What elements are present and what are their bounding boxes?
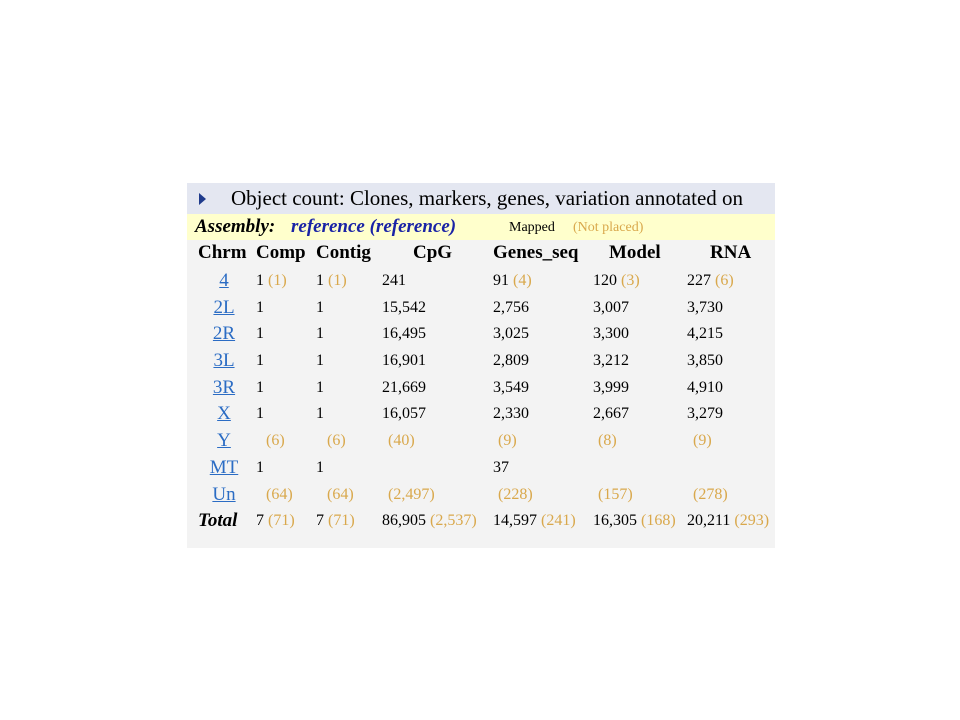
cell-model-mapped: 120 — [593, 272, 617, 289]
cell-genes-mapped: 37 — [493, 458, 509, 476]
cell-cpg — [382, 405, 426, 423]
table-row — [187, 455, 775, 482]
assembly-bar — [187, 214, 775, 240]
column-header-cpg: CpG — [413, 242, 453, 263]
cell-rna — [687, 325, 723, 343]
cell-genes-mapped: 2,330 — [493, 405, 529, 423]
cell-genes — [493, 512, 576, 530]
cell-model — [593, 299, 629, 317]
column-header-rna: RNA — [710, 242, 752, 263]
chromosome-link[interactable]: Y — [217, 430, 231, 452]
table-row — [187, 321, 775, 348]
cell-genes — [493, 325, 529, 343]
cell-comp-mapped: 1 — [256, 378, 264, 396]
cell-model-mapped: 3,300 — [593, 325, 629, 343]
assembly-label: Assembly: — [195, 216, 276, 237]
cell-genes-mapped: 14,597 — [493, 512, 537, 530]
cell-rna — [687, 405, 723, 423]
cell-rna-mapped: 3,730 — [687, 298, 723, 316]
cell-cpg — [388, 432, 415, 450]
cell-contig-mapped: 1 — [316, 272, 324, 289]
cell-contig — [316, 405, 324, 423]
cell-cpg — [382, 512, 477, 530]
cell-cpg — [382, 352, 426, 370]
cell-contig — [316, 299, 324, 317]
cell-model — [598, 432, 617, 450]
cell-comp-mapped: 1 — [256, 458, 264, 476]
cell-rna-mapped: 3,850 — [687, 352, 723, 370]
cell-contig — [316, 459, 324, 477]
table-row — [187, 348, 775, 375]
column-header-contig: Contig — [316, 242, 371, 263]
cell-model — [593, 352, 629, 370]
cell-comp — [266, 432, 285, 450]
cell-model — [593, 325, 629, 343]
cell-genes — [498, 432, 517, 450]
cell-contig — [316, 379, 324, 397]
cell-comp — [256, 299, 264, 317]
cell-model-mapped: 3,007 — [593, 298, 629, 316]
chromosome-link[interactable]: 3L — [213, 350, 235, 372]
cell-cpg-not-placed: (2,497) — [388, 485, 435, 503]
cell-genes-not-placed: (241) — [541, 512, 576, 530]
cell-cpg-not-placed: (40) — [388, 432, 415, 450]
cell-cpg — [382, 299, 426, 317]
cell-contig — [327, 432, 346, 450]
cell-contig-mapped: 1 — [316, 325, 324, 343]
cell-comp-mapped: 1 — [256, 298, 264, 316]
total-row — [187, 508, 775, 535]
cell-contig — [316, 325, 324, 343]
cell-genes — [493, 379, 529, 397]
cell-model-mapped: 3,999 — [593, 378, 629, 396]
table-header — [187, 240, 775, 268]
cell-genes — [493, 352, 529, 370]
cell-comp-mapped: 1 — [256, 272, 264, 289]
cell-genes-not-placed: (4) — [513, 272, 532, 289]
cell-comp-not-placed: (64) — [266, 485, 293, 503]
cell-contig-mapped: 1 — [316, 378, 324, 396]
table-row — [187, 401, 775, 428]
cell-rna — [687, 299, 723, 317]
table-body — [187, 268, 775, 535]
cell-cpg-mapped: 16,495 — [382, 325, 426, 343]
cell-cpg — [382, 272, 406, 290]
legend-mapped: Mapped — [509, 220, 555, 235]
cell-rna — [693, 486, 728, 504]
cell-contig-mapped: 1 — [316, 352, 324, 370]
cell-comp — [256, 459, 264, 477]
cell-contig-mapped: 1 — [316, 298, 324, 316]
cell-model — [593, 272, 640, 290]
cell-cpg-mapped: 16,901 — [382, 352, 426, 370]
cell-genes-not-placed: (228) — [498, 485, 533, 503]
column-header-chrm: Chrm — [198, 242, 247, 263]
cell-contig-not-placed: (1) — [328, 272, 347, 289]
cell-rna — [687, 272, 734, 290]
cell-contig-mapped: 1 — [316, 458, 324, 476]
cell-cpg-mapped: 86,905 — [382, 512, 426, 530]
cell-comp-mapped: 1 — [256, 405, 264, 423]
cell-comp — [256, 325, 264, 343]
cell-contig-not-placed: (64) — [327, 485, 354, 503]
cell-contig — [316, 512, 355, 530]
cell-rna-not-placed: (9) — [693, 432, 712, 450]
cell-contig — [327, 486, 354, 504]
cell-genes-not-placed: (9) — [498, 432, 517, 450]
cell-model-not-placed: (168) — [641, 512, 676, 530]
chromosome-link[interactable]: MT — [209, 456, 239, 478]
cell-cpg — [388, 486, 435, 504]
cell-contig-not-placed: (6) — [327, 432, 346, 450]
cell-comp — [256, 352, 264, 370]
cell-model-not-placed: (8) — [598, 432, 617, 450]
table-row — [187, 428, 775, 455]
cell-genes-mapped: 2,809 — [493, 352, 529, 370]
cell-comp-not-placed: (6) — [266, 432, 285, 450]
cell-cpg-mapped: 15,542 — [382, 298, 426, 316]
cell-model-mapped: 2,667 — [593, 405, 629, 423]
panel-title: Object count: Clones, markers, genes, variation annotated on — [231, 186, 744, 210]
cell-contig-mapped: 7 — [316, 512, 324, 530]
cell-rna — [693, 432, 712, 450]
total-label: Total — [198, 510, 238, 532]
cell-contig — [316, 352, 324, 370]
cell-rna — [687, 512, 769, 530]
chromosome-link[interactable]: Un — [212, 483, 236, 505]
legend-not-placed: (Not placed) — [573, 220, 644, 235]
cell-rna-not-placed: (293) — [734, 512, 770, 530]
column-header-model: Model — [609, 242, 661, 263]
cell-genes — [493, 405, 529, 423]
chromosome-link[interactable]: 2R — [212, 323, 236, 345]
column-header-comp: Comp — [256, 242, 306, 263]
table-row — [187, 295, 775, 322]
cell-contig — [316, 272, 347, 290]
chromosome-link[interactable]: 4 — [219, 270, 229, 291]
cell-genes-mapped: 91 — [493, 272, 509, 289]
cell-rna-mapped: 227 — [687, 272, 711, 289]
object-count-panel — [187, 183, 775, 548]
cell-comp-not-placed: (1) — [268, 272, 287, 289]
column-header-genes-seq: Genes_seq — [493, 242, 579, 263]
cell-cpg-mapped: 21,669 — [382, 378, 426, 396]
cell-comp-mapped: 7 — [256, 512, 264, 530]
cell-cpg-mapped: 241 — [382, 272, 406, 289]
cell-model-mapped: 16,305 — [593, 512, 637, 530]
cell-model — [593, 512, 676, 530]
cell-rna-not-placed: (278) — [693, 485, 728, 503]
cell-genes-mapped: 2,756 — [493, 298, 529, 316]
cell-model-not-placed: (157) — [598, 485, 633, 503]
cell-model-not-placed: (3) — [621, 272, 640, 289]
cell-rna-mapped: 20,211 — [687, 512, 731, 530]
cell-rna-mapped: 4,215 — [687, 325, 723, 343]
cell-comp — [256, 272, 287, 290]
table-row — [187, 375, 775, 402]
cell-comp-mapped: 1 — [256, 325, 264, 343]
cell-cpg — [382, 325, 426, 343]
table-row — [187, 268, 775, 295]
cell-genes — [493, 272, 532, 290]
cell-genes-mapped: 3,025 — [493, 325, 529, 343]
cell-cpg-not-placed: (2,537) — [430, 512, 477, 530]
cell-comp-mapped: 1 — [256, 352, 264, 370]
panel-title-bar[interactable] — [187, 183, 775, 214]
cell-comp — [256, 379, 264, 397]
cell-rna — [687, 379, 723, 397]
chromosome-link[interactable]: 3R — [212, 376, 236, 398]
cell-rna-not-placed: (6) — [715, 272, 734, 289]
cell-comp — [256, 512, 295, 530]
chromosome-link[interactable]: X — [217, 403, 231, 425]
cell-genes — [498, 486, 533, 504]
assembly-value: reference (reference) — [291, 216, 457, 237]
cell-genes-mapped: 3,549 — [493, 378, 529, 396]
cell-model — [593, 405, 629, 423]
cell-genes — [493, 299, 529, 317]
cell-cpg — [382, 379, 426, 397]
cell-rna — [687, 352, 723, 370]
cell-cpg-mapped: 16,057 — [382, 405, 426, 423]
chromosome-link[interactable]: 2L — [213, 296, 235, 318]
cell-comp — [266, 486, 293, 504]
cell-model — [593, 379, 629, 397]
cell-comp — [256, 405, 264, 423]
table-row — [187, 482, 775, 509]
cell-rna-mapped: 4,910 — [687, 378, 723, 396]
cell-model — [598, 486, 633, 504]
cell-contig-not-placed: (71) — [328, 512, 355, 530]
cell-model-mapped: 3,212 — [593, 352, 629, 370]
cell-contig-mapped: 1 — [316, 405, 324, 423]
cell-genes — [493, 459, 509, 477]
cell-comp-not-placed: (71) — [268, 512, 295, 530]
cell-rna-mapped: 3,279 — [687, 405, 723, 423]
expand-arrow-icon[interactable] — [199, 193, 206, 205]
